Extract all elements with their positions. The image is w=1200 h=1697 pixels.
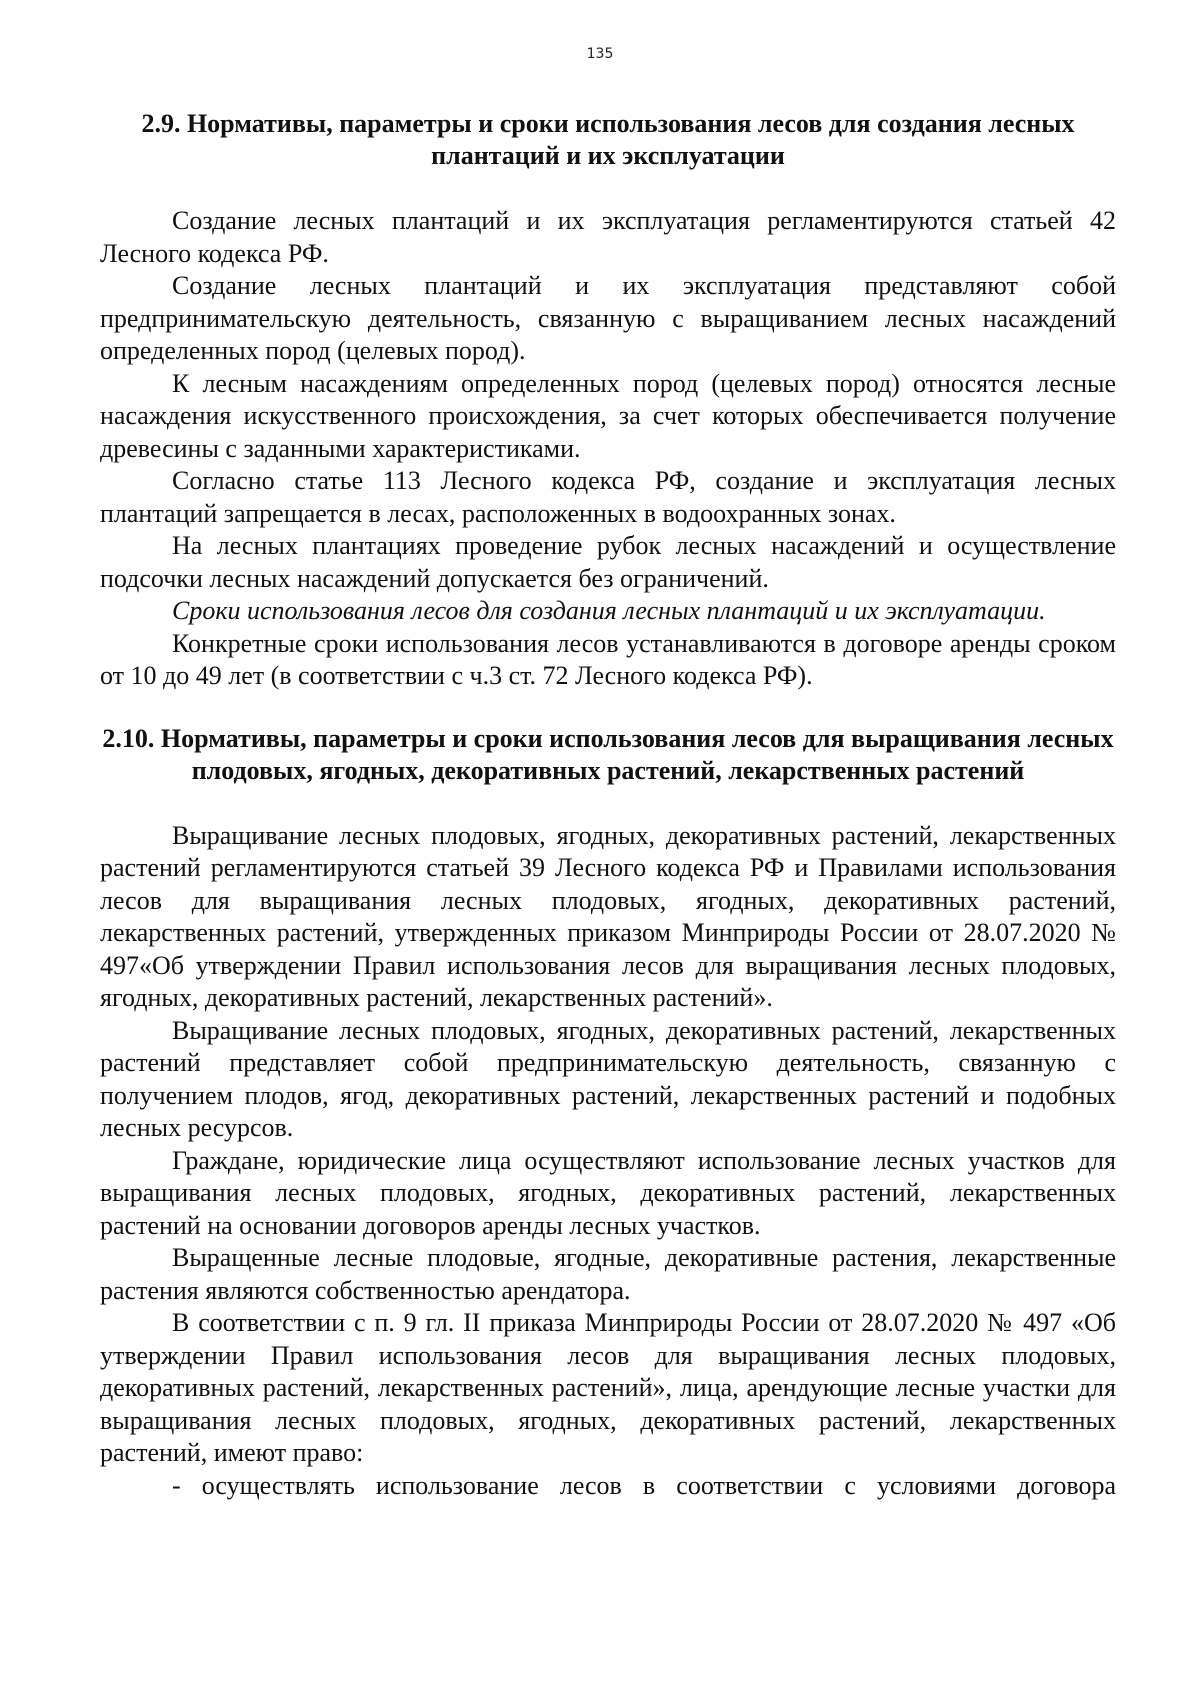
paragraph: Создание лесных плантаций и их эксплуатация регламентируются статьей 42 Лесного кодекса РФ. xyxy=(100,206,1116,268)
section-heading-2-10: 2.10. Нормативы, параметры и сроки использования лесов для выращивания лесных плодовых, ягодных, декоративных растений, лекарственных растений xyxy=(102,723,1114,785)
paragraph: В соответствии с п. 9 гл. II приказа Минприроды России от 28.07.2020 № 497 «Об утверждении Правил использования лесов для выращивания лесных плодовых, декоративных растений, лекарственных растений», лица, арендующие лесные участки для выращивания лесных плодовых, ягодных, декоративных растений, лекарственных растений, имеют право: xyxy=(100,1308,1116,1467)
bullet-item: - осуществлять использование лесов в соответствии с условиями договора xyxy=(172,1470,1116,1500)
paragraph: Согласно статье 113 Лесного кодекса РФ, создание и эксплуатация лесных плантаций запрещается в лесах, расположенных в водоохранных зонах. xyxy=(100,466,1116,528)
section-heading-2-9: 2.9. Нормативы, параметры и сроки использования лесов для создания лесных плантаций и их эксплуатации xyxy=(141,109,1075,170)
page-number: 135 xyxy=(586,46,614,62)
paragraph: Граждане, юридические лица осуществляют использование лесных участков для выращивания лесных плодовых, ягодных, декоративных растений, лекарственных растений на основании договоров аренды лесных участков. xyxy=(100,1145,1116,1240)
italic-subheading: Сроки использования лесов для создания лесных плантаций и их эксплуатации. xyxy=(172,596,1046,625)
page-content xyxy=(100,108,1116,1502)
paragraph: К лесным насаждениям определенных пород (целевых пород) относятся лесные насаждения искусственного происхождения, за счет которых обеспечивается получение древесины с заданными характеристиками. xyxy=(100,368,1116,463)
paragraph: Выращивание лесных плодовых, ягодных, декоративных растений, лекарственных растений представляет собой предпринимательскую деятельность, связанную с получением плодов, ягод, декоративных растений, лекарственных растений и подобных лесных ресурсов. xyxy=(100,1015,1116,1142)
paragraph: Выращенные лесные плодовые, ягодные, декоративные растения, лекарственные растения являются собственностью арендатора. xyxy=(100,1243,1116,1305)
paragraph: На лесных плантациях проведение рубок лесных насаждений и осуществление подсочки лесных насаждений допускается без ограничений. xyxy=(100,531,1116,593)
paragraph: Создание лесных плантаций и их эксплуатация представляют собой предпринимательскую деятельность, связанную с выращиванием лесных насаждений определенных пород (целевых пород). xyxy=(100,271,1116,365)
paragraph: Выращивание лесных плодовых, ягодных, декоративных растений, лекарственных растений регламентируются статьей 39 Лесного кодекса РФ и Правилами использования лесов для выращивания лесных плодовых, ягодных, декоративных растений, лекарственных растений, утвержденных приказом Минприроды России от 28.07.2020 № 497«Об утверждении Правил использования лесов для выращивания лесных плодовых, ягодных, декоративных растений, лекарственных растений». xyxy=(100,820,1116,1012)
paragraph: Конкретные сроки использования лесов устанавливаются в договоре аренды сроком от 10 до 49 лет (в соответствии с ч.3 ст. 72 Лесного кодекса РФ). xyxy=(100,628,1116,690)
